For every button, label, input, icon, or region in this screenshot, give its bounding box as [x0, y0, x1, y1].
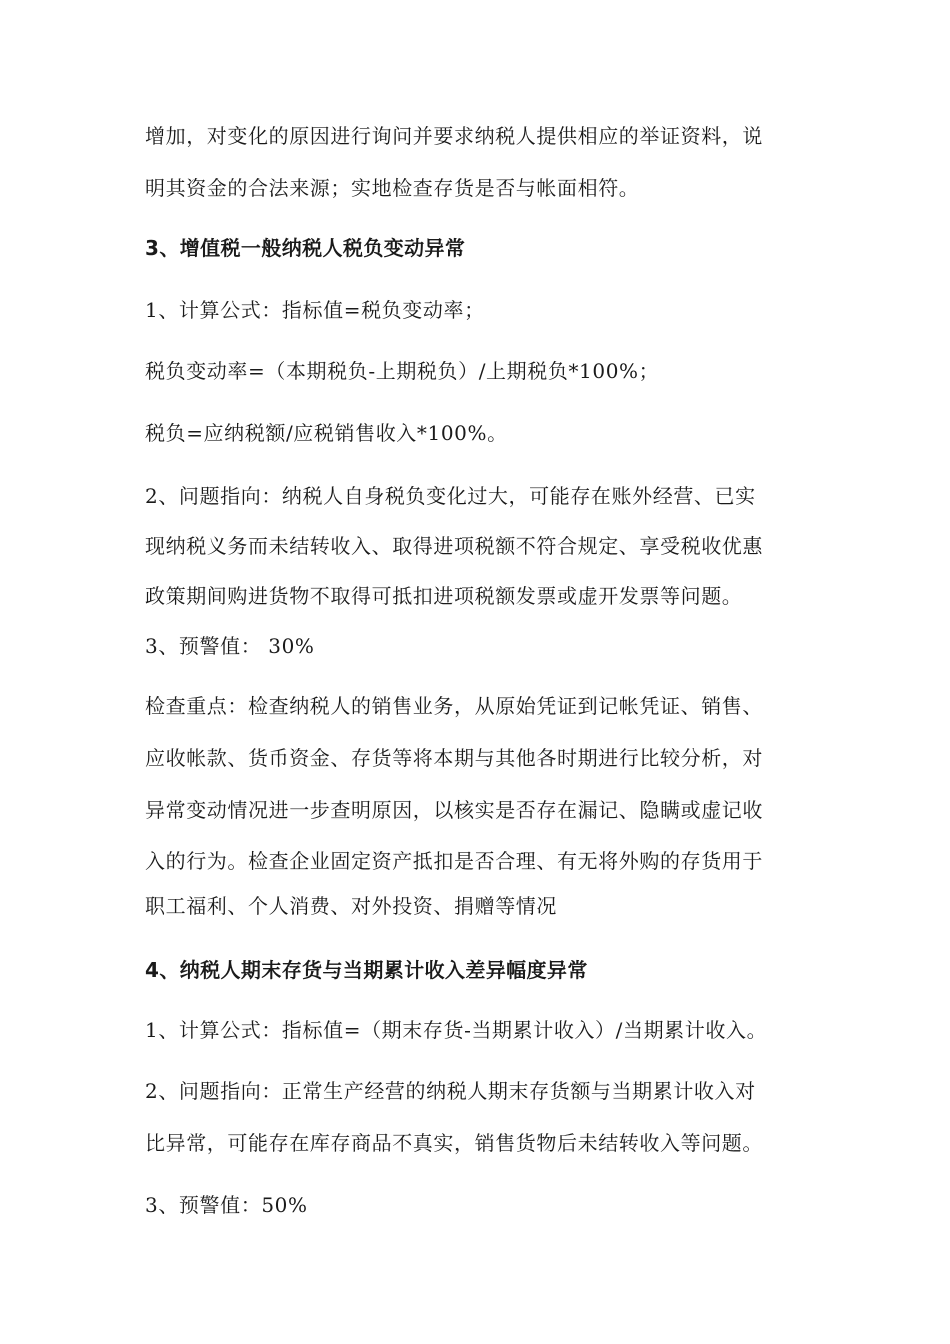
section-3-formula-title: 1、计算公式：指标值=税负变动率； [145, 298, 485, 322]
section-3-check-line-1: 检查重点：检查纳税人的销售业务，从原始凭证到记帐凭证、销售、 [145, 694, 763, 718]
section-4-heading: 4、纳税人期末存货与当期累计收入差异幅度异常 [145, 958, 588, 982]
section-3-check-line-4: 入的行为。检查企业固定资产抵扣是否合理、有无将外购的存货用于 [145, 849, 763, 873]
intro-line-1: 增加，对变化的原因进行询问并要求纳税人提供相应的举证资料，说 [145, 124, 763, 148]
section-4-issue-line-1: 2、问题指向：正常生产经营的纳税人期末存货额与当期累计收入对 [145, 1079, 756, 1103]
section-4-formula: 1、计算公式：指标值=（期末存货-当期累计收入）/当期累计收入。 [145, 1018, 768, 1042]
section-3-issue-line-2: 现纳税义务而未结转收入、取得进项税额不符合规定、享受税收优惠 [145, 534, 763, 558]
section-3-warning-value: 3、预警值： 30% [145, 634, 315, 658]
intro-line-2: 明其资金的合法来源；实地检查存货是否与帐面相符。 [145, 176, 640, 200]
section-4-issue-line-2: 比异常，可能存在库存商品不真实，销售货物后未结转收入等问题。 [145, 1131, 763, 1155]
section-3-check-line-3: 异常变动情况进一步查明原因，以核实是否存在漏记、隐瞒或虚记收 [145, 798, 763, 822]
section-3-issue-line-1: 2、问题指向：纳税人自身税负变化过大，可能存在账外经营、已实 [145, 484, 756, 508]
section-3-heading: 3、增值税一般纳税人税负变动异常 [145, 236, 466, 260]
section-3-check-line-2: 应收帐款、货币资金、存货等将本期与其他各时期进行比较分析，对 [145, 746, 763, 770]
section-3-formula-burden: 税负=应纳税额/应税销售收入*100%。 [145, 421, 508, 445]
section-3-issue-line-3: 政策期间购进货物不取得可抵扣进项税额发票或虚开发票等问题。 [145, 584, 743, 608]
section-3-formula-rate: 税负变动率=（本期税负-上期税负）/上期税负*100%； [145, 359, 660, 383]
section-4-warning-value: 3、预警值：50% [145, 1193, 308, 1217]
section-3-check-line-5: 职工福利、个人消费、对外投资、捐赠等情况 [145, 894, 557, 918]
